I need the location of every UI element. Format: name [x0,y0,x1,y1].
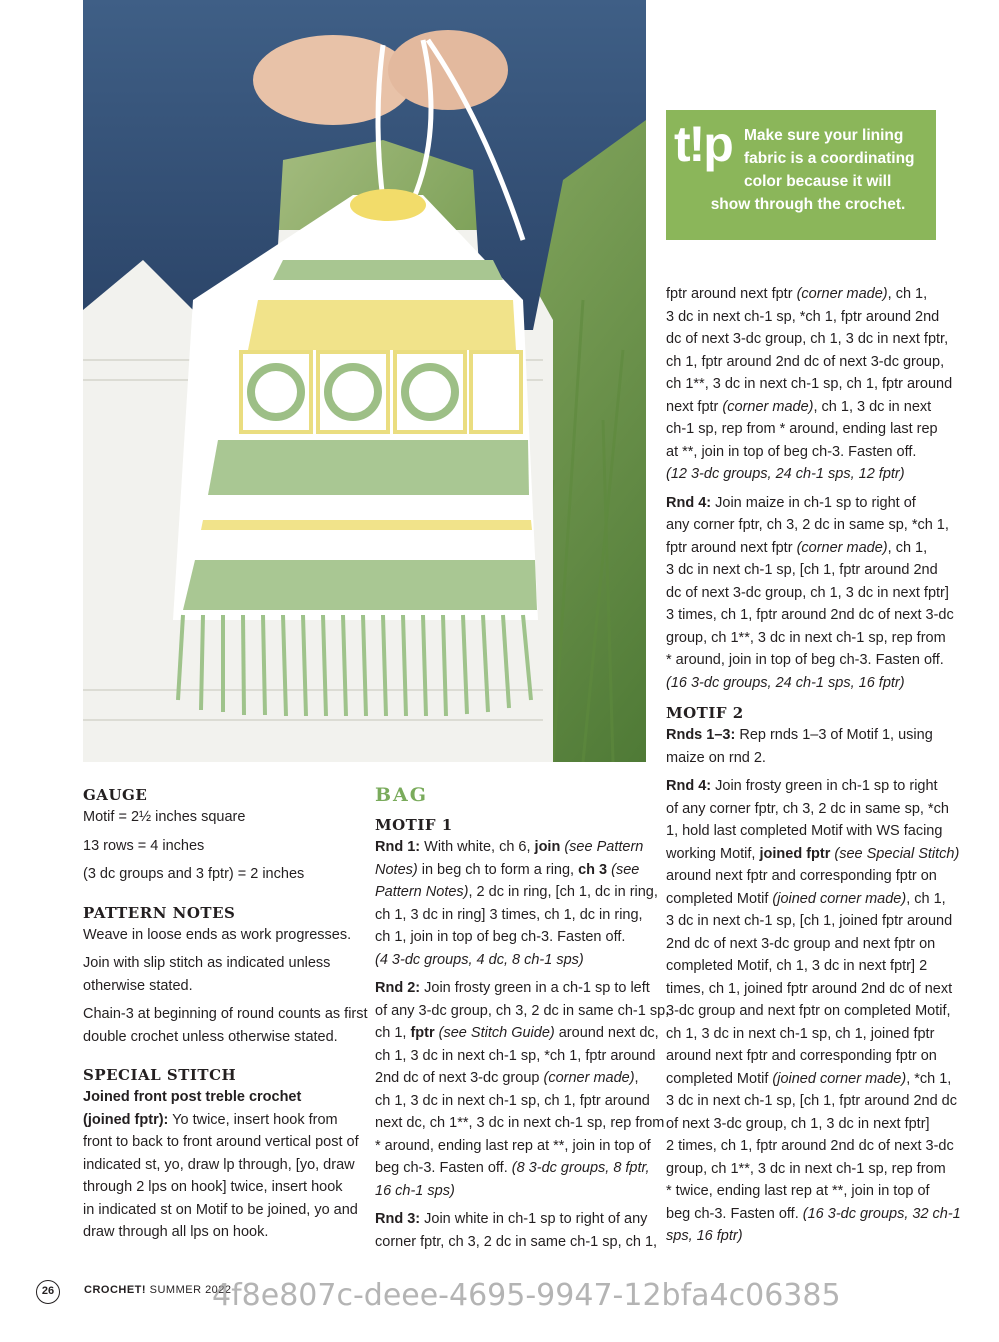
gauge-heading: GAUGE [83,786,148,804]
page-number: 26 [36,1280,60,1304]
bag-photo-illustration [83,0,646,762]
tip-text [688,124,928,216]
pattern-notes-heading: PATTERN NOTES [83,903,236,922]
rnd4-text: Rnd 4: Join maize in ch-1 sp to right of any corner fptr, ch 3, 2 dc in same sp, *ch 1, fptr around next fptr (corner made), ch 1, 3 dc in next ch-1 sp, [ch 1, fptr around 2nd dc of next 3-dc group, ch 1, 3 dc in next fptr] 3 times, ch 1, fptr around 2nd dc of next 3-dc group, ch 1**, 3 dc in next ch-1 sp, rep from * around, join in top of beg ch-3. Fasten off. (16 3-dc groups, 24 ch-1 sps, 16 fptr) [666,494,954,691]
column-middle [375,782,670,1259]
column-right [666,283,961,1254]
tip-logo: t!p [674,116,732,172]
gauge-line: (3 dc groups and 3 fptr) = 2 inches [83,866,305,882]
rnd3-continued: fptr around next fptr (corner made), ch 1, 3 dc in next ch-1 sp, *ch 1, fptr around 2nd dc of next 3-dc group, ch 1, 3 dc in next fptr, ch 1, fptr around 2nd dc of next 3-dc group, ch 1**, 3 dc in next ch-1 sp, ch 1, fptr around next fptr (corner made), ch 1, 3 dc in next ch-1 sp, rep from * around, ending last rep at **, join in top of beg ch-3. Fasten off. (12 3-dc groups, 24 ch-1 sps, 12 fptr) [666,286,953,482]
bag-photo [83,0,646,762]
tip-line: Make sure your lining [744,127,904,144]
rnd1-text: Rnd 1: With white, ch 6, join (see Pattern Notes) in beg ch to form a ring, ch 3 (see Pattern Notes), 2 dc in ring, [ch 1, dc in ring, ch 1, 3 dc in ring] 3 times, ch 1, dc in ring, ch 1, join in top of beg ch-3. Fasten off. (4 3-dc groups, 4 dc, 8 ch-1 sps) [375,839,658,968]
note: Join with slip stitch as indicated unless otherwise stated. [83,955,331,994]
rnd3-text: Rnd 3: Join white in ch-1 sp to right of any corner fptr, ch 3, 2 dc in same ch-1 sp, ch 1, [375,1211,658,1250]
tip-line: color because it will [744,173,892,190]
gauge-line: 13 rows = 4 inches [83,837,205,854]
bag-heading: BAG [375,784,429,806]
watermark: 4f8e807c-deee-4695-9947-12bfa4c06385 [212,1278,841,1313]
note: Weave in loose ends as work progresses. [83,926,352,943]
motif2-heading: MOTIF 2 [666,704,744,722]
column-left [83,784,368,1250]
note: Chain-3 at beginning of round counts as first double crochet unless otherwise stated. [83,1006,368,1045]
rnd2-text: Rnd 2: Join frosty green in a ch-1 sp to left of any 3-dc group, ch 3, 2 dc in same ch-1 sp, ch 1, fptr (see Stitch Guide) around next dc, ch 1, 3 dc in next ch-1 sp, *ch 1, fptr around 2nd dc of next 3-dc group (corner made), ch 1, 3 dc in next ch-1 sp, ch 1, fptr around next dc, ch 1**, 3 dc in next ch-1 sp, rep from * around, ending last rep at **, join in top of beg ch-3. Fasten off. (8 3-dc groups, 8 fptr, 16 ch-1 sps) [375,980,670,1199]
tip-line: fabric is a coordinating [744,150,915,167]
special-stitch-text: Joined front post treble crochet (joined fptr): Yo twice, insert hook from front to back to front around vertical post of indicated st, yo, draw lp through, [yo, draw through 2 lps on hook] twice, insert hook in indicated st on Motif to be joined, yo and draw through all lps on hook. [83,1089,359,1240]
motif2-rnds-1-3: Rnds 1–3: Rep rnds 1–3 of Motif 1, using maize on rnd 2. [666,727,933,766]
gauge-line: Motif = 2½ inches square [83,809,246,825]
special-stitch-heading: SPECIAL STITCH [83,1066,237,1084]
motif2-rnd4: Rnd 4: Join frosty green in ch-1 sp to right of any corner fptr, ch 3, 2 dc in same sp, *ch 1, hold last completed Motif with WS facing working Motif, joined fptr (see Special Stitch) around next fptr and corresponding fptr on completed Motif (joined corner made), ch 1, 3 dc in next ch-1 sp, [ch 1, joined fptr around 2nd dc of next 3-dc group and next fptr on completed Motif, ch 1, 3 dc in next fptr] 2 times, ch 1, joined fptr around 2nd dc of next 3-dc group and next fptr on completed Motif, ch 1, 3 dc in next ch-1 sp, ch 1, joined fptr around next fptr and corresponding fptr on completed Motif (joined corner made), *ch 1, 3 dc in next ch-1 sp, [ch 1, fptr around 2nd dc of next 3-dc group, ch 1, 3 dc in next fptr] 2 times, ch 1, fptr around 2nd dc of next 3-dc group, ch 1**, 3 dc in next ch-1 sp, rep from * twice, ending last rep at **, join in top of beg ch-3. Fasten off. (16 3-dc groups, 32 ch-1 sps, 16 fptr) [666,778,961,1244]
tip-box [666,110,936,240]
tip-line: show through the crochet. [710,196,906,213]
magazine-issue: CROCHET! SUMMER 2022 [84,1284,232,1296]
motif1-heading: MOTIF 1 [375,816,453,834]
